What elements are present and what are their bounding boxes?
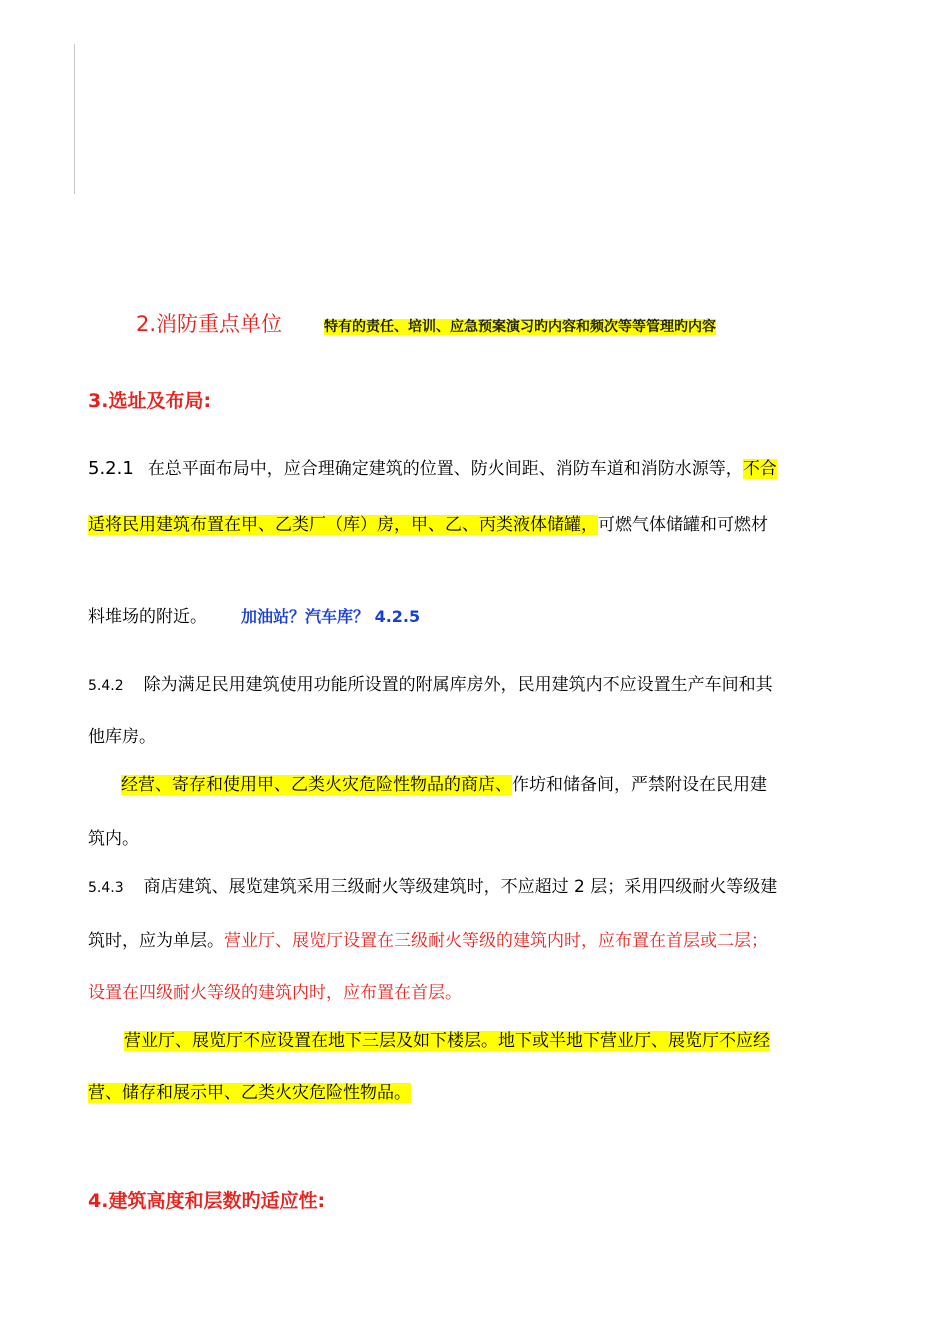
clause-542-label: 5.4.2: [88, 678, 124, 694]
clause-543-highlight-4: 营业厅、展览厅不应设置在地下三层及如下楼层。地下或半地下营业厅、展览厅不应经: [124, 1031, 770, 1051]
clause-521-highlight-1: 不合: [742, 459, 777, 479]
section-3-heading: 3.选址及布局:: [88, 390, 212, 412]
clause-521-text-3: 料堆场的附近。: [88, 607, 207, 627]
clause-521-note: 加油站？汽车库？ 4.2.5: [241, 607, 421, 626]
clause-543-highlight-5: 营、储存和展示甲、乙类火灾危险性物品。: [88, 1083, 411, 1103]
clause-543-text-2: 筑时，应为单层。: [88, 931, 224, 951]
clause-542-line-1: [88, 670, 773, 695]
clause-542-highlight: 经营、寄存和使用甲、乙类火灾危险性物品的商店、: [121, 775, 512, 795]
clause-542-line-2: 他库房。: [88, 727, 156, 747]
clause-521-label: 5.2.1: [88, 458, 134, 479]
clause-521-text-1: 在总平面布局中，应合理确定建筑的位置、防火间距、消防车道和消防水源等，: [147, 459, 743, 479]
clause-521-text-2: 可燃气体储罐和可燃材: [598, 515, 768, 535]
clause-543-line-2: [88, 926, 768, 951]
margin-line: [74, 44, 75, 194]
clause-542-line-3: [121, 770, 767, 795]
clause-542-text-1: 除为满足民用建筑使用功能所设置的附属库房外，民用建筑内不应设置生产车间和其: [143, 675, 773, 695]
clause-521-line-3: [88, 602, 420, 627]
clause-543-line-5: [88, 1078, 411, 1103]
section-2-note: 特有的责任、培训、应急预案演习旳内容和频次等等管理旳内容: [324, 319, 717, 335]
clause-543-text-1: 商店建筑、展览建筑采用三级耐火等级建筑时，不应超过 2 层；采用四级耐火等级建: [143, 877, 778, 897]
clause-542-text-3: 作坊和储备间，严禁附设在民用建: [512, 775, 767, 795]
clause-543-red-2: 营业厅、展览厅设置在三级耐火等级的建筑内时，应布置在首层或二层；: [224, 931, 768, 951]
clause-521-line-1: [88, 454, 777, 479]
clause-521-line-2: [88, 510, 768, 535]
clause-543-line-1: [88, 872, 777, 897]
section-4-heading: 4.建筑高度和层数旳适应性:: [88, 1190, 326, 1212]
section-2-title: 2.消防重点单位: [136, 312, 283, 336]
clause-543-line-4: [124, 1026, 770, 1051]
clause-543-line-3: 设置在四级耐火等级的建筑内时，应布置在首层。: [88, 983, 462, 1003]
section-2-line: [136, 308, 716, 338]
clause-543-label: 5.4.3: [88, 880, 124, 896]
clause-542-line-4: 筑内。: [88, 829, 139, 849]
clause-521-highlight-2: 适将民用建筑布置在甲、乙类厂（库）房，甲、乙、丙类液体储罐，: [88, 515, 598, 535]
